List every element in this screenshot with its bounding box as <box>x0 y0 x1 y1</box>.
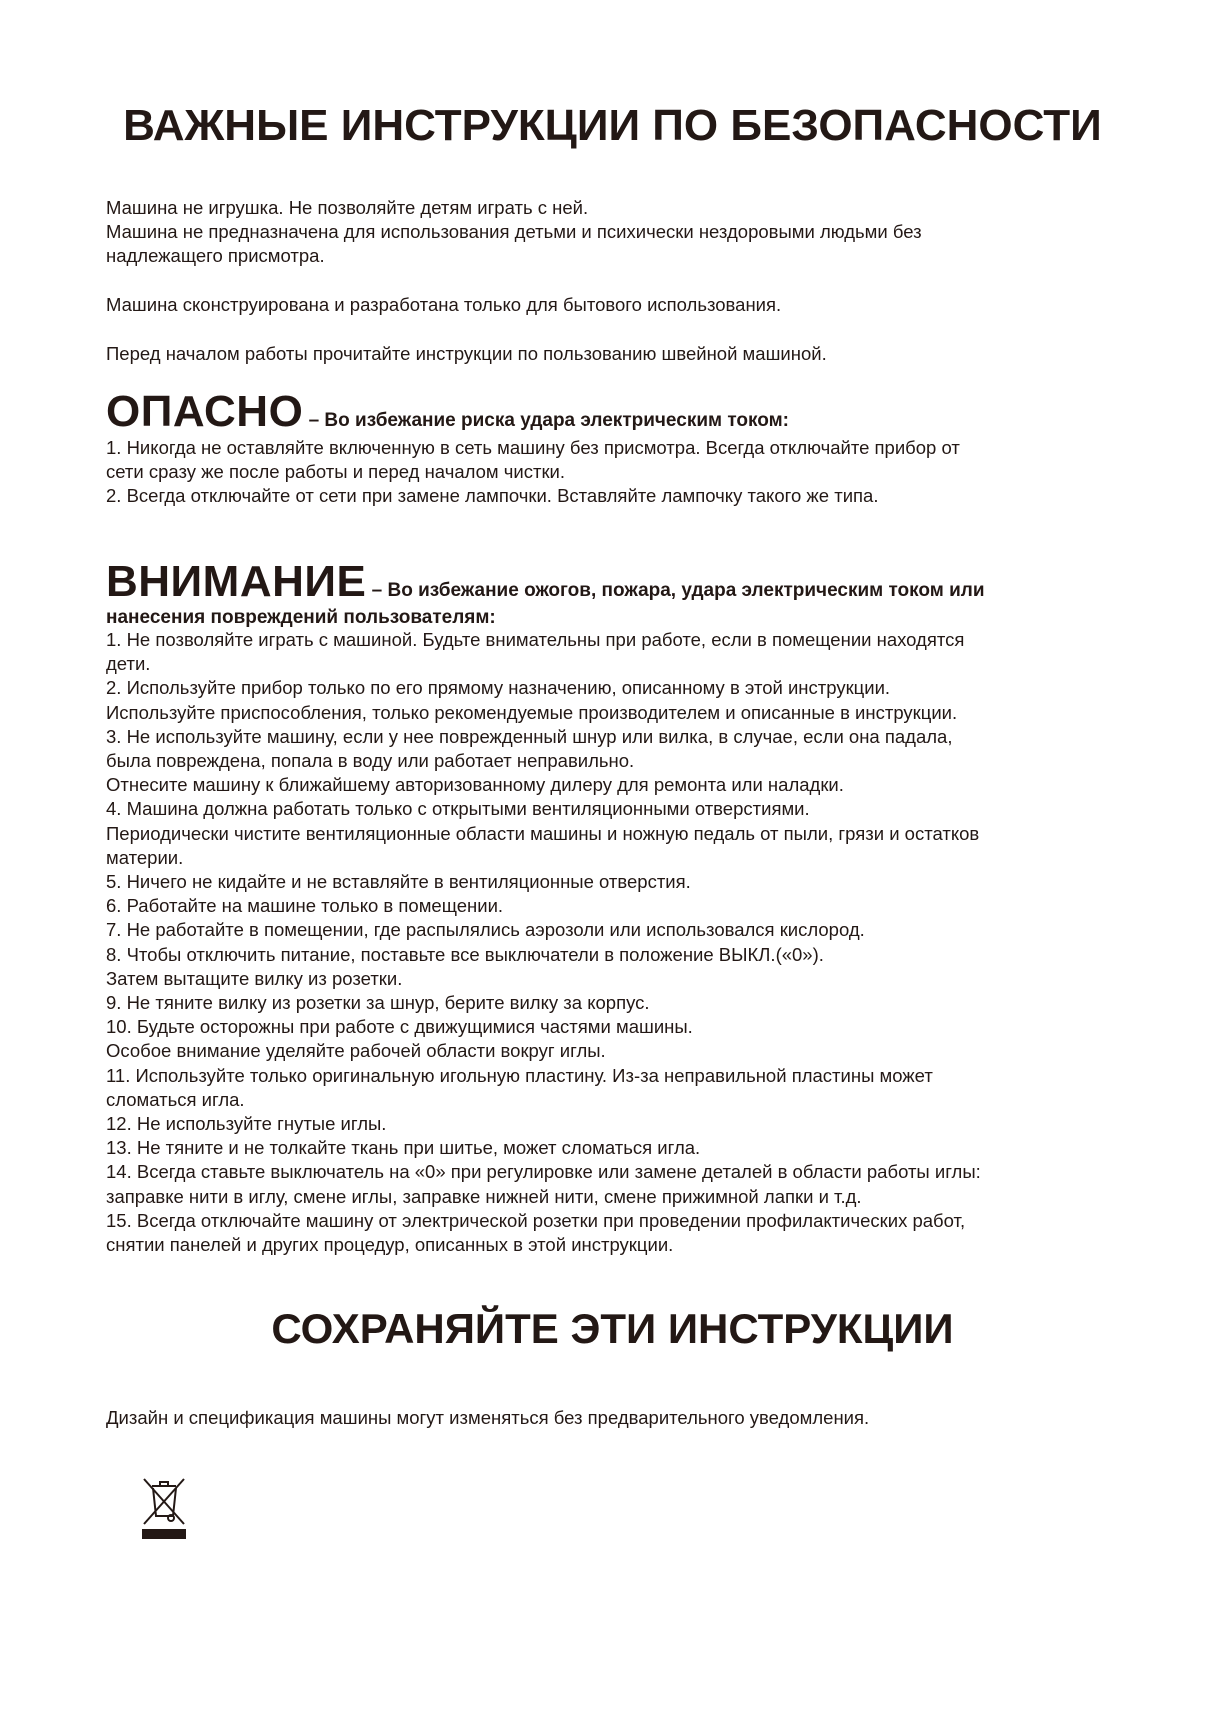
list-item: 8. Чтобы отключить питание, поставьте все выключатели в положение ВЫКЛ.(«0»). <box>106 943 824 965</box>
intro-line: Машина не игрушка. Не позволяйте детям играть с ней. <box>106 197 589 218</box>
list-item: материи. <box>106 846 184 868</box>
list-item: 11. Используйте только оригинальную игольную пластину. Из-за неправильной пластины может <box>106 1064 933 1086</box>
save-instructions-title: СОХРАНЯЙТЕ ЭТИ ИНСТРУКЦИИ <box>271 1305 954 1352</box>
list-item: Затем вытащите вилку из розетки. <box>106 967 403 989</box>
list-item: дети. <box>106 653 151 675</box>
list-item: 7. Не работайте в помещении, где распылялись аэрозоли или использовался кислород. <box>106 919 865 941</box>
warning-list <box>106 628 1136 1257</box>
danger-list <box>106 436 1136 509</box>
list-item: 10. Будьте осторожны при работе с движущимися частями машины. <box>106 1016 693 1038</box>
list-item: 4. Машина должна работать только с открытыми вентиляционными отверстиями. <box>106 798 810 820</box>
list-item: 5. Ничего не кидайте и не вставляйте в вентиляционные отверстия. <box>106 871 691 893</box>
list-item: сломаться игла. <box>106 1088 245 1110</box>
list-item: 9. Не тяните вилку из розетки за шнур, берите вилку за корпус. <box>106 992 650 1014</box>
list-item: Периодически чистите вентиляционные области машины и ножную педаль от пыли, грязи и остатков <box>106 822 980 844</box>
warning-subtitle-line2: нанесения повреждений пользователям: <box>106 607 496 628</box>
danger-title: ОПАСНО <box>106 387 304 436</box>
list-item: 1. Не позволяйте играть с машиной. Будьте внимательны при работе, если в помещении находятся <box>106 629 965 650</box>
list-item: сети сразу же после работы и перед началом чистки. <box>106 461 566 483</box>
page-title: ВАЖНЫЕ ИНСТРУКЦИИ ПО БЕЗОПАСНОСТИ <box>123 101 1102 150</box>
danger-subtitle: – Во избежание риска удара электрическим током: <box>303 410 789 431</box>
intro-line: Машина не предназначена для использования детьми и психически нездоровыми людьми без <box>106 221 922 242</box>
danger-heading <box>106 388 1136 436</box>
list-item: была повреждена, попала в воду или работает неправильно. <box>106 750 635 772</box>
intro-line: надлежащего присмотра. <box>106 245 325 266</box>
list-item: 12. Не используйте гнутые иглы. <box>106 1113 387 1135</box>
intro-paragraph-2: Машина сконструирована и разработана только для бытового использования. <box>106 294 782 315</box>
warning-heading <box>106 558 1136 630</box>
crossed-out-wheelie-bin-icon <box>140 1476 188 1542</box>
list-item: Используйте приспособления, только рекомендуемые производителем и описанные в инструкции. <box>106 701 958 723</box>
list-item: заправке нити в иглу, смене иглы, заправке нижней нити, смене прижимной лапки и т.д. <box>106 1185 862 1207</box>
specification-note: Дизайн и спецификация машины могут изменяться без предварительного уведомления. <box>106 1407 870 1428</box>
list-item: Особое внимание уделяйте рабочей области вокруг иглы. <box>106 1040 606 1062</box>
list-item: 6. Работайте на машине только в помещении. <box>106 895 504 917</box>
list-item: 3. Не используйте машину, если у нее поврежденный шнур или вилка, в случае, если она падала, <box>106 725 953 747</box>
list-item: 15. Всегда отключайте машину от электрической розетки при проведении профилактических работ, <box>106 1209 966 1231</box>
list-item: 1. Никогда не оставляйте включенную в сеть машину без присмотра. Всегда отключайте прибор от <box>106 437 960 458</box>
intro-paragraph-3: Перед началом работы прочитайте инструкции по пользованию швейной машиной. <box>106 343 827 364</box>
list-item: 2. Всегда отключайте от сети при замене лампочки. Вставляйте лампочку такого же типа. <box>106 485 879 507</box>
list-item: 14. Всегда ставьте выключатель на «0» при регулировке или замене деталей в области работы иглы: <box>106 1161 981 1183</box>
warning-title: ВНИМАНИЕ <box>106 557 367 606</box>
warning-subtitle-line1: – Во избежание ожогов, пожара, удара электрическим током или <box>366 580 985 601</box>
list-item: 2. Используйте прибор только по его прямому назначению, описанному в этой инструкции. <box>106 677 891 699</box>
list-item: снятии панелей и других процедур, описанных в этой инструкции. <box>106 1234 674 1256</box>
list-item: 13. Не тяните и не толкайте ткань при шитье, может сломаться игла. <box>106 1137 701 1159</box>
list-item: Отнесите машину к ближайшему авторизованному дилеру для ремонта или наладки. <box>106 774 844 796</box>
intro-paragraph-1 <box>106 196 1126 268</box>
